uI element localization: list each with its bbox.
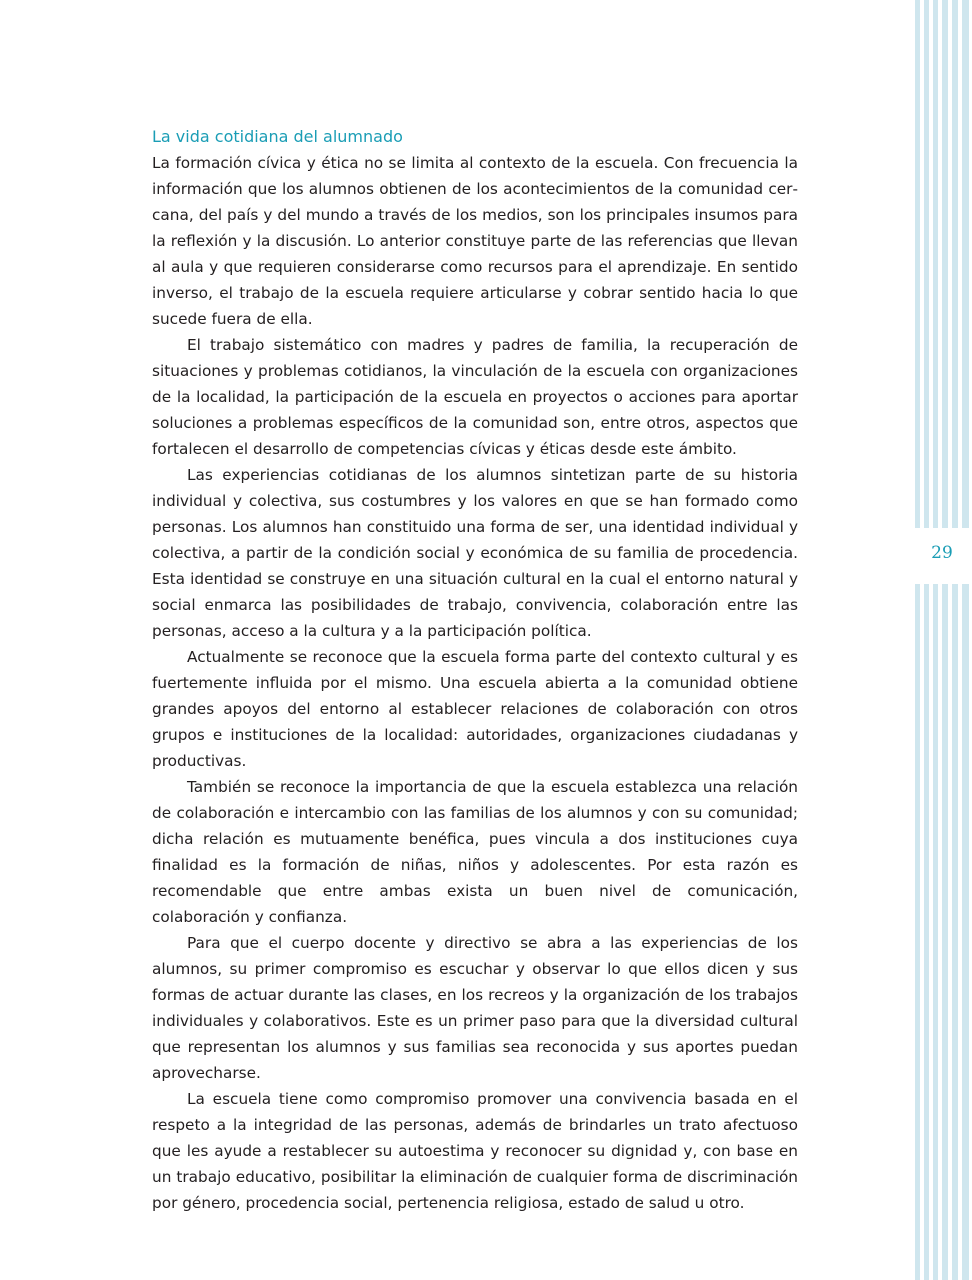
margin-stripes — [912, 0, 972, 1280]
paragraph: También se reconoce la importancia de que la escuela establezca una relación de colaboración e intercambio con las familias de los alumnos y con su comunidad; dicha relación es mutuamente benéfica, pues vincula a dos instituciones cuya finalidad es la formación de niñas, niños y adolescentes. Por esta razón es recomendable que entre ambas exista un buen nivel de comunicación, colaboración y confianza. — [152, 778, 798, 926]
paragraph: Las experiencias cotidianas de los alumnos sintetizan parte de su historia individual y colectiva, sus costumbres y los valores en que se han formado como personas. Los alumnos han constituido una forma de ser, una identidad individual y colectiva, a partir de la condición social y económica de su familia de procedencia. Esta identidad se construye en una situación cultural en la cual el entorno natural y social enmarca las posibilidades de trabajo, convivencia, colaboración entre las personas, acceso a la cultura y a la participación política. — [152, 466, 798, 640]
margin-stripe — [962, 0, 969, 1280]
margin-stripe — [942, 0, 948, 1280]
margin-stripe — [933, 0, 938, 1280]
main-content — [152, 124, 798, 1216]
section-title: La vida cotidiana del alumnado — [152, 127, 403, 146]
paragraph: Para que el cuerpo docente y directivo se abra a las experiencias de los alumnos, su primer compromiso es escuchar y observar lo que ellos dicen y sus formas de actuar durante las clases, en los recreos y la organización de los trabajos individuales y colaborativos. Este es un primer paso para que la diversidad cultural que representan los alumnos y sus familias sea reconocida y sus aportes puedan aprovecharse. — [152, 934, 798, 1082]
paragraph: La escuela tiene como compromiso promover una convivencia basada en el respeto a la integridad de las personas, además de brindarles un trato afectuoso que les ayude a restablecer su autoestima y reconocer su dignidad y, con base en un trabajo educativo, posibilitar la eliminación de cualquier forma de discriminación por género, procedencia social, pertenencia religiosa, estado de salud u otro. — [152, 1090, 798, 1212]
margin-stripe — [915, 0, 920, 1280]
page-number: 29 — [931, 543, 953, 563]
margin-stripe — [924, 0, 929, 1280]
paragraph: El trabajo sistemático con madres y padres de familia, la recuperación de situaciones y problemas cotidianos, la vinculación de la escuela con organizaciones de la localidad, la participación de la escuela en proyectos o acciones para aportar soluciones a problemas específicos de la comunidad son, entre otros, aspectos que fortalecen el desarrollo de competencias cívicas y éticas desde este ámbito. — [152, 336, 798, 458]
paragraph: Actualmente se reconoce que la escuela forma parte del contexto cultural y es fuertemente influida por el mismo. Una escuela abierta a la comunidad obtiene grandes apoyos del entorno al establecer relaciones de colaboración con otros grupos e instituciones de la localidad: autoridades, organizaciones ciudadanas y productivas. — [152, 648, 798, 770]
paragraph: La formación cívica y ética no se limita al contexto de la escuela. Con frecuencia la información que los alumnos obtienen de los acontecimientos de la comunidad cercana, del país y del mundo a través de los medios, son los principales insumos para la reflexión y la discusión. Lo anterior constituye parte de las referencias que llevan al aula y que requieren considerarse como recursos para el aprendizaje. En sentido inverso, el trabajo de la escuela requiere articularse y cobrar sentido hacia lo que sucede fuera de ella. — [152, 154, 798, 328]
margin-stripe — [952, 0, 958, 1280]
